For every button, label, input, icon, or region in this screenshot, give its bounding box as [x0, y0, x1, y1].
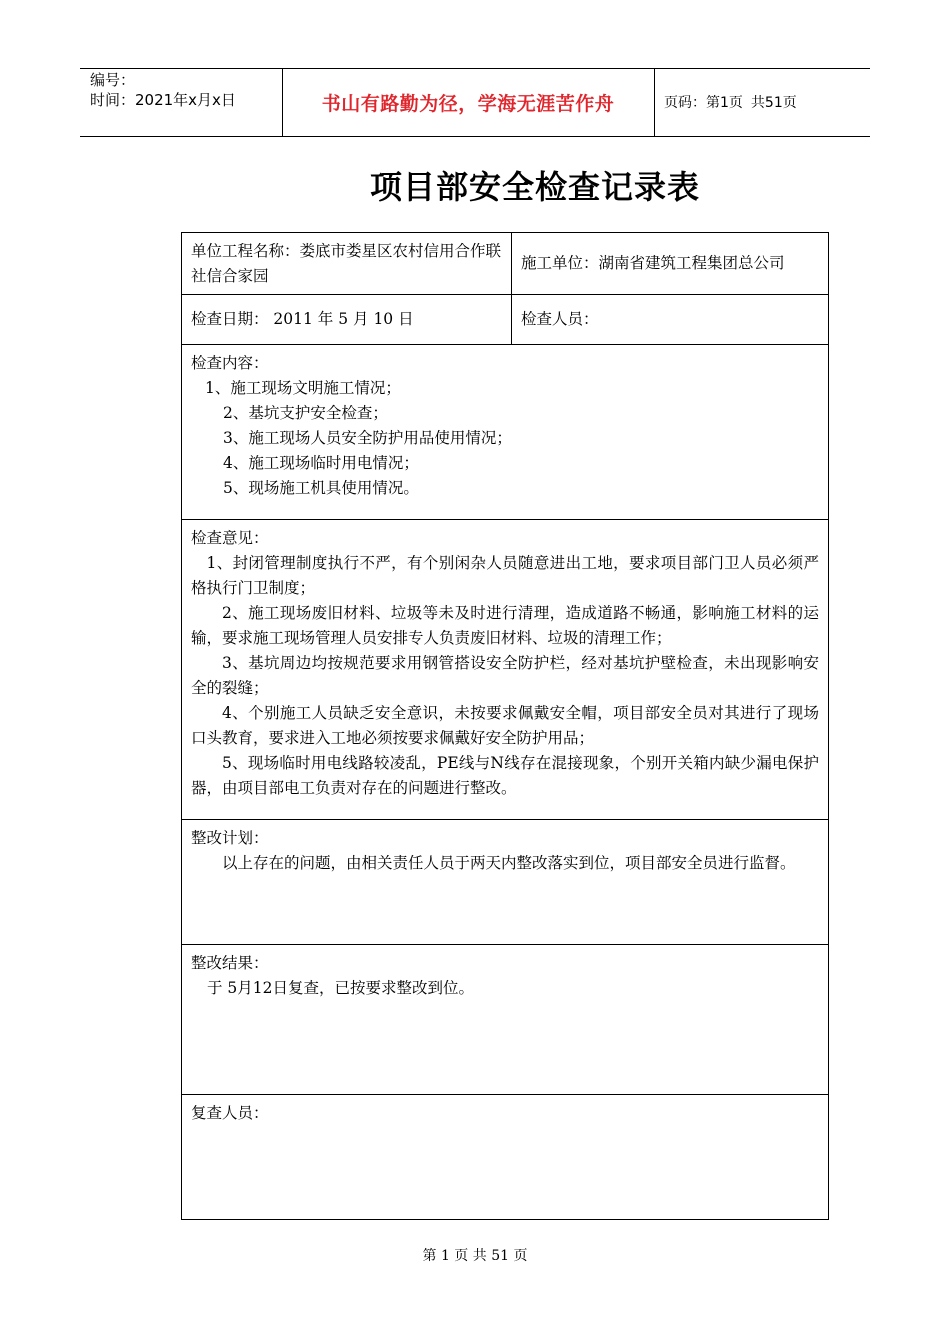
rectification-result-cell: [182, 945, 828, 1094]
table-row: [182, 945, 828, 1095]
content-label: 检查内容：: [191, 354, 269, 372]
total-pages-label: 共51页: [750, 95, 797, 111]
header-divider: [282, 68, 283, 136]
contractor-cell: 施工单位：湖南省建筑工程集团总公司: [521, 254, 785, 272]
inspection-content-cell: [182, 345, 828, 519]
list-item: 3、基坑周边均按规范要求用钢管搭设安全防护栏，经对基坑护壁检查，未出现影响安全的裂缝；: [191, 654, 819, 697]
list-item: 3、施工现场人员安全防护用品使用情况；: [223, 429, 512, 447]
list-item: 1、封闭管理制度执行不严，有个别闲杂人员随意进出工地，要求项目部门卫人员必须严格执行门卫制度；: [191, 554, 819, 597]
header-meta: [90, 70, 280, 110]
header-bottom-rule: [80, 136, 870, 137]
list-item: 2、施工现场废旧材料、垃圾等未及时进行清理，造成道路不畅通，影响施工材料的运输，要求施工现场管理人员安排专人负责废旧材料、垃圾的清理工作；: [191, 604, 819, 647]
recheck-label: 复查人员：: [191, 1104, 269, 1122]
plan-label: 整改计划：: [191, 829, 269, 847]
result-label: 整改结果：: [191, 954, 269, 972]
list-item: 2、基坑支护安全检查；: [223, 404, 388, 422]
page-label: 页码：第1页: [664, 95, 743, 111]
table-row: [182, 233, 828, 295]
page-footer: 第 1 页 共 51 页: [422, 1248, 528, 1264]
plan-text: 以上存在的问题，由相关责任人员于两天内整改落实到位，项目部安全员进行监督。: [222, 854, 796, 872]
header-page-info: [664, 68, 864, 136]
time-label: 时间：2021年x月x日: [90, 91, 236, 109]
header-divider: [654, 68, 655, 136]
project-name-cell: 单位工程名称：娄底市娄星区农村信用合作联社信合家园: [182, 233, 512, 294]
page-title: 项目部安全检查记录表: [369, 168, 700, 206]
recheck-cell: [182, 1095, 828, 1219]
rectification-plan-cell: [182, 820, 828, 944]
result-text: 于 5月12日复查，已按要求整改到位。: [207, 979, 475, 997]
table-row: [182, 345, 828, 520]
list-item: 4、个别施工人员缺乏安全意识，未按要求佩戴安全帽，项目部安全员对其进行了现场口头教育，要求进入工地必须按要求佩戴好安全防护用品；: [191, 704, 819, 747]
opinion-label: 检查意见：: [191, 529, 269, 547]
table-row: [182, 1095, 828, 1219]
table-row: [182, 295, 828, 345]
list-item: 5、现场临时用电线路较凌乱，PE线与N线存在混接现象，个别开关箱内缺少漏电保护器，由项目部电工负责对存在的问题进行整改。: [191, 754, 819, 797]
table-row: [182, 520, 828, 820]
list-item: 1、施工现场文明施工情况；: [205, 379, 401, 397]
header-motto: 书山有路勤为径，学海无涯苦作舟: [321, 92, 615, 115]
number-label: 编号：: [90, 71, 136, 89]
inspection-opinion-cell: [182, 520, 828, 819]
inspector-cell: 检查人员：: [521, 310, 599, 328]
inspection-date-cell: 检查日期： 2011 年 5 月 10 日: [182, 295, 512, 344]
list-item: 5、现场施工机具使用情况。: [223, 479, 419, 497]
inspection-table: [181, 232, 829, 1220]
list-item: 4、施工现场临时用电情况；: [223, 454, 419, 472]
table-row: [182, 820, 828, 945]
